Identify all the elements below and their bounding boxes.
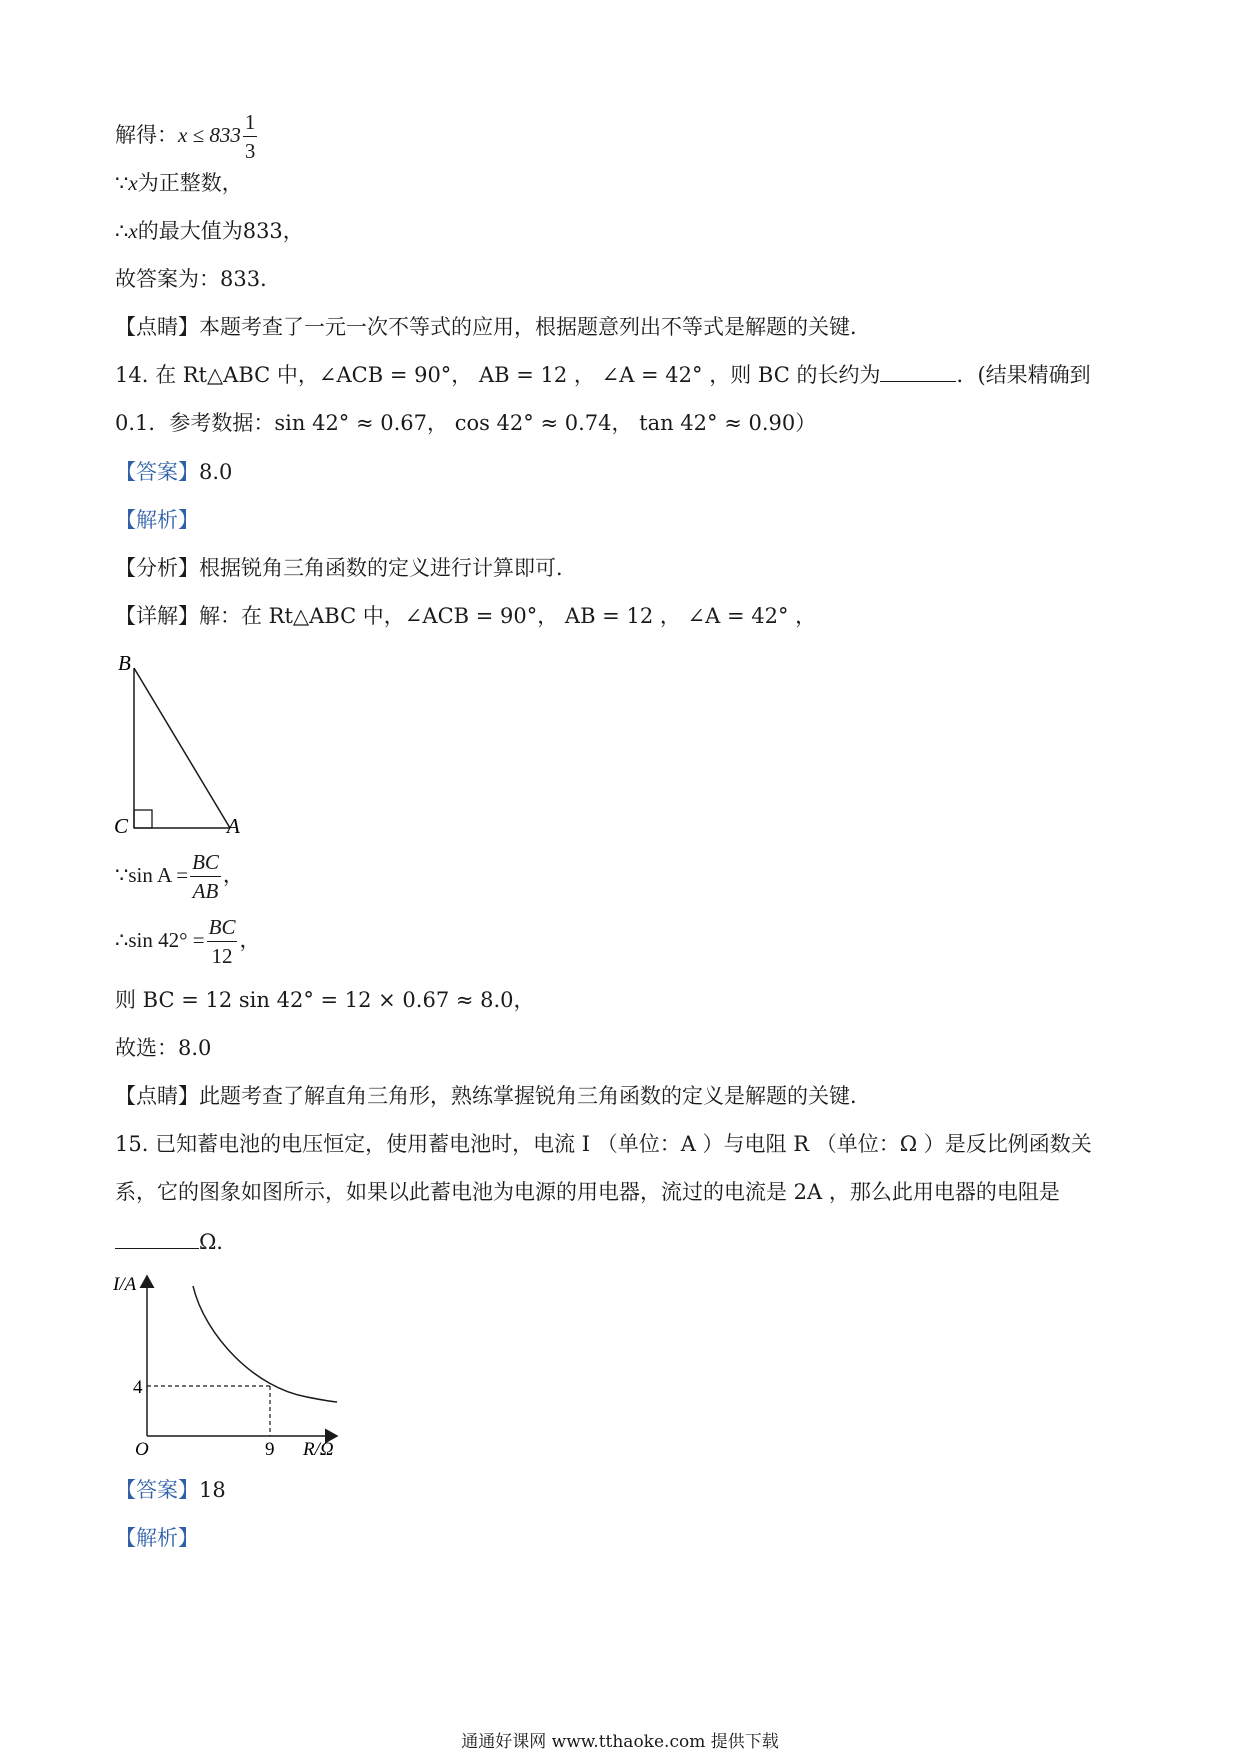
q14-answer: 【答案】8.0 [115, 460, 233, 484]
q14-dianjing: 【点睛】此题考查了解直角三角形，熟练掌握锐角三角函数的定义是解题的关键． [115, 1084, 871, 1108]
y-axis-label: I/A [113, 1274, 137, 1295]
q15-answer: 【答案】18 [115, 1478, 226, 1502]
q14-stem-line-2: 0.1．参考数据：sin 42° ≈ 0.67， cos 42° ≈ 0.74， tan 42° ≈ 0.90） [115, 411, 817, 435]
fraction-bc-ab: $\frac{BC}{AB}$ [192, 850, 219, 903]
origin-label: O [135, 1439, 149, 1456]
vertex-label-b: B [118, 651, 131, 675]
answer-blank [880, 361, 956, 382]
q14-step-1: ∵sin A = $\frac{BC}{AB}$ ， [115, 850, 244, 903]
inverse-function-graph [105, 1266, 365, 1456]
triangle-figure [110, 648, 260, 838]
vertex-label-a: A [227, 814, 240, 838]
q15-stem-line-3: Ω． [115, 1227, 237, 1257]
q14-detail: 【详解】解：在 Rt△ABC 中，∠ACB = 90°， AB = 12 ， ∠A = 42° ， [115, 604, 817, 628]
hyperbola-curve [193, 1286, 307, 1397]
solution-line-1: 解得：x ≤ 833 $\frac{1}{3}$ [115, 110, 256, 163]
fraction-one-third: $\frac{1}{3}$ [244, 110, 256, 163]
q14-step-2: ∴sin 42° = $\frac{BC}{12}$ ， [115, 915, 261, 968]
solution-line-2: ∵x为正整数， [115, 171, 243, 195]
q15-stem-line-1: 15. 已知蓄电池的电压恒定，使用蓄电池时，电流 I （单位：A ）与电阻 R （单位：Ω ）是反比例函数关 [115, 1132, 1092, 1156]
solution-line-3: ∴x的最大值为833， [115, 219, 304, 243]
side-ab [134, 668, 230, 828]
dianjing-13: 【点睛】本题考查了一元一次不等式的应用，根据题意列出不等式是解题的关键． [115, 315, 871, 339]
answer-blank [115, 1228, 199, 1249]
vertex-label-c: C [114, 814, 129, 838]
x-axis-label: R/Ω [303, 1439, 334, 1456]
q15-stem-line-2: 系，它的图象如图所示，如果以此蓄电池为电源的用电器，流过的电流是 2A ，那么此用电器的电阻是 [115, 1180, 1060, 1204]
fraction-bc-12: $\frac{BC}{12}$ [208, 915, 236, 968]
tick-label-y: 4 [133, 1377, 143, 1398]
q14-step-3: 则 BC = 12 sin 42° = 12 × 0.67 ≈ 8.0， [115, 988, 535, 1012]
solution-line-4: 故答案为：833． [115, 267, 282, 291]
q14-stem-line-1: 14. 在 Rt△ABC 中，∠ACB = 90°， AB = 12 ， ∠A = 42° ，则 BC 的长约为 ．(结果精确到 [115, 363, 1091, 387]
page-footer: 通通好课网 www.tthaoke.com 提供下载 [461, 1732, 779, 1752]
q14-step-4: 故选：8.0 [115, 1036, 212, 1060]
right-angle-mark [134, 810, 152, 828]
q14-analysis-tag: 【解析】 [115, 508, 199, 532]
q15-analysis-tag: 【解析】 [115, 1526, 199, 1550]
q14-fenxi: 【分析】根据锐角三角函数的定义进行计算即可． [115, 556, 577, 580]
tick-label-x: 9 [265, 1439, 275, 1456]
